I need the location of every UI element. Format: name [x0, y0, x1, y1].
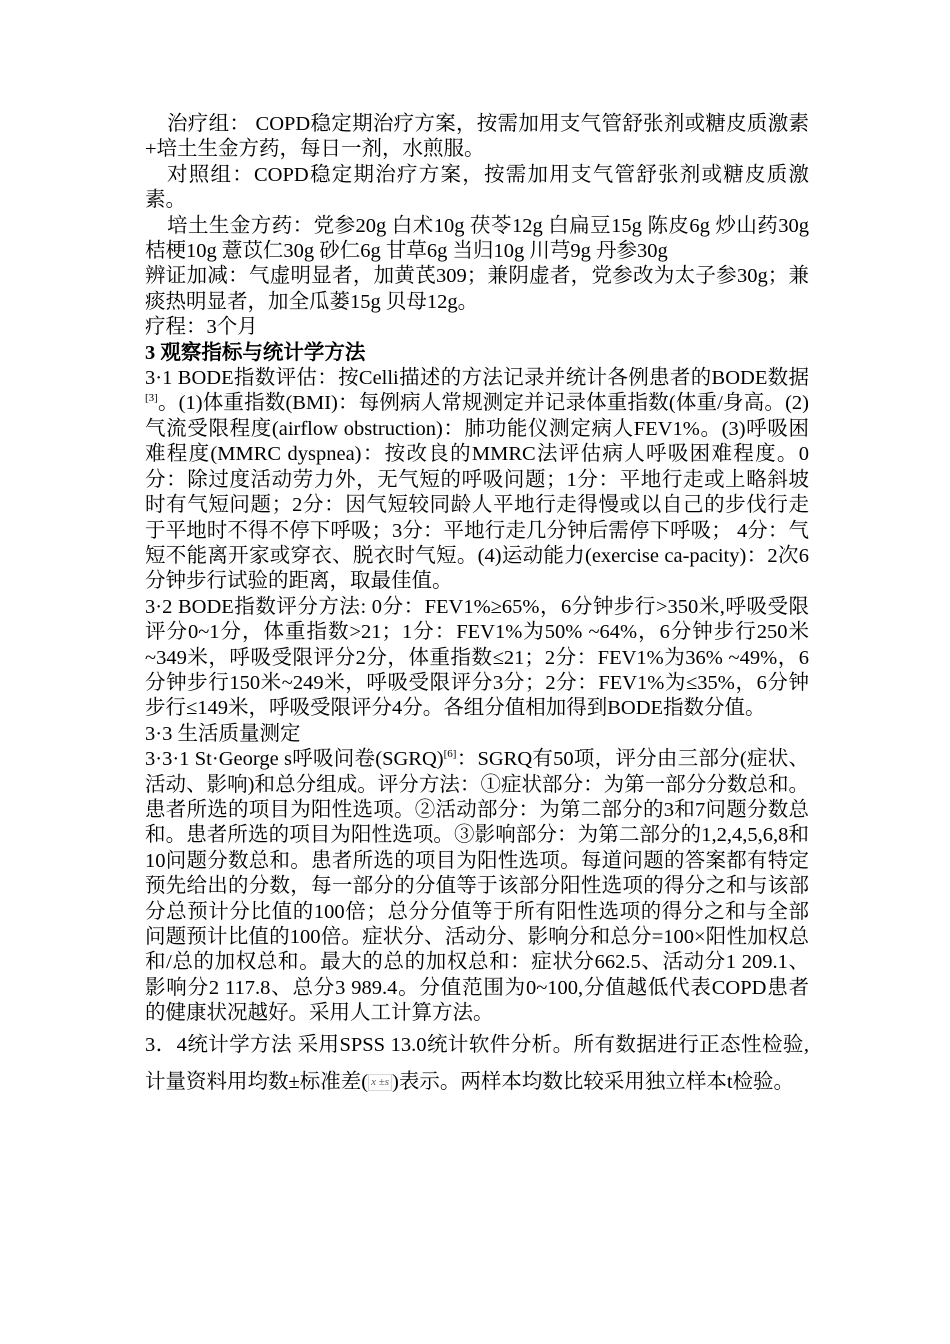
section-3-3-1-text-b: ：SGRQ有50项，评分由三部分(症状、活动、影响)和总分组成。评分方法：①症状部分：为第一部分分数总和。患者所选的项目为阳性选项。②活动部分：为第二部分的3和7问题分数总和。患者所选的项目为阳性选项。③影响部分：为第二部分的1,2,4,5,6,8和10问题分数总和。患者所选的项目为阳性选项。每道问题的答案都有特定预先给出的分数，每一部分的分值等于该部分阳性选项的得分之和与该部分总预计分比值的100倍；总分分值等于所有阳性选项的得分之和与全部问题预计比值的100倍。症状分、活动分、影响分和总分=100×阳性加权总和/总的加权总和。最大的总的加权总和：症状分662.5、活动分1 209.1、影响分2 117.8、总分3 989.4。分值范围为0~100,分值越低代表COPD患者的健康状况越好。采用人工计算方法。	[145, 748, 809, 1025]
citation-3: [3]	[145, 392, 158, 405]
document-page	[145, 112, 809, 1101]
mean-sd-formula: x ±s	[368, 1074, 392, 1091]
formula-paragraph: 培土生金方药：党参20g 白术10g 茯苓12g 白扁豆15g 陈皮6g 炒山药30g 桔梗10g 薏苡仁30g 砂仁6g 甘草6g 当归10g 川芎9g 丹参30g	[145, 214, 809, 263]
section-3-1-text-a: 3·1 BODE指数评估：按Celli描述的方法记录并统计各例患者的BODE数据	[145, 367, 809, 390]
section-3-2-paragraph: 3·2 BODE指数评分方法: 0分：FEV1%≥65%，6分钟步行>350米,呼吸受限评分0~1分，体重指数>21；1分：FEV1%为50% ~64%，6分钟步行250米~349米，呼吸受限评分2分，体重指数≤21；2分：FEV1%为36% ~49%，6分钟步行150米~249米，呼吸受限评分3分；2分：FEV1%为≤35%，6分钟步行≤149米，呼吸受限评分4分。各组分值相加得到BODE指数分值。	[145, 595, 809, 720]
section-3-4-text-a: 3．4统计学方法 采用SPSS 13.0统计软件分析。所有数据进行正态性检验,计量资料用均数±标准差(	[145, 1033, 809, 1093]
section-3-3-1-paragraph	[145, 747, 809, 1026]
section-3-1-text-b: 。(1)体重指数(BMI)：每例病人常规测定并记录体重指数(体重/身高。(2)气流受限程度(airflow obstruction)：肺功能仪测定病人FEV1%。(3)呼吸困难程度(MMRC dyspnea)：按改良的MMRC法评估病人呼吸困难程度。0分：除过度活动劳力外，无气短的呼吸问题；1分：平地行走或上略斜坡时有气短问题；2分：因气短较同龄人平地行走得慢或以自己的步伐行走于平地时不得不停下呼吸；3分：平地行走几分钟后需停下呼吸； 4分：气短不能离开家或穿衣、脱衣时气短。(4)运动能力(exercise ca-pacity)：2次6分钟步行试验的距离，取最佳值。	[145, 392, 809, 593]
section-3-1-paragraph	[145, 366, 809, 595]
citation-6: [6]	[443, 748, 457, 761]
section-3-heading: 3 观察指标与统计学方法	[145, 341, 366, 364]
section-3-3-heading: 3·3 生活质量测定	[145, 722, 301, 745]
control-group-paragraph: 对照组：COPD稳定期治疗方案，按需加用支气管舒张剂或糖皮质激素。	[145, 163, 809, 212]
section-3-3-1-text-a: 3·3·1 St·George s呼吸问卷(SGRQ)	[145, 748, 444, 771]
treatment-group-paragraph: 治疗组： COPD稳定期治疗方案，按需加用支气管舒张剂或糖皮质激素+培土生金方药，每日一剂，水煎服。	[145, 113, 809, 161]
course-paragraph: 疗程：3个月	[145, 316, 258, 339]
section-3-4-paragraph	[145, 1027, 809, 1101]
section-3-4-text-b: )表示。两样本均数比较采用独立样本t检验。	[392, 1070, 795, 1093]
modification-paragraph: 辨证加减：气虚明显者，加黄芪309；兼阴虚者，党参改为太子参30g；兼痰热明显者，加全瓜蒌15g 贝母12g。	[145, 265, 809, 313]
